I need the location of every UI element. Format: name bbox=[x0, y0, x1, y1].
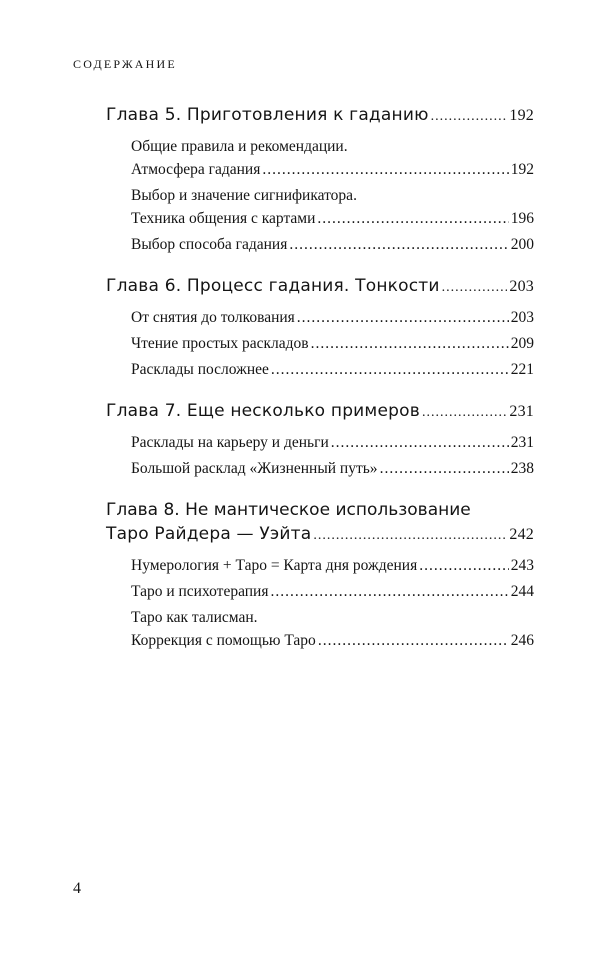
dot-leader bbox=[431, 103, 508, 129]
page-number: 231 bbox=[509, 403, 534, 420]
page-number: 221 bbox=[510, 361, 534, 378]
dot-leader bbox=[311, 332, 509, 355]
dot-leader bbox=[262, 158, 508, 181]
running-head: СОДЕРЖАНИЕ bbox=[73, 57, 177, 71]
entry-title-line: Общие правила и рекомендации. bbox=[131, 138, 348, 155]
chapter-title: Глава 5. Приготовления к гаданию bbox=[106, 105, 429, 125]
chapter-heading[interactable] bbox=[106, 399, 534, 425]
section-list bbox=[106, 431, 534, 480]
page-number: 203 bbox=[510, 309, 534, 326]
toc-entry[interactable] bbox=[131, 332, 534, 355]
page-number: 209 bbox=[510, 335, 534, 352]
chapter-8 bbox=[106, 498, 534, 652]
entry-title: Выбор способа гадания bbox=[131, 236, 288, 253]
dot-leader bbox=[317, 207, 508, 230]
entry-title: Чтение простых раскладов bbox=[131, 335, 309, 352]
chapter-title: Глава 6. Процесс гадания. Тонкости bbox=[106, 276, 440, 296]
dot-leader bbox=[419, 554, 509, 577]
entry-title: От снятия до толкования bbox=[131, 309, 295, 326]
entry-title: Расклады на карьеру и деньги bbox=[131, 434, 329, 451]
toc-entry[interactable] bbox=[131, 554, 534, 577]
chapter-heading[interactable] bbox=[106, 498, 534, 548]
toc-entry[interactable] bbox=[131, 306, 534, 329]
section-list bbox=[106, 135, 534, 256]
toc-entry[interactable] bbox=[131, 184, 534, 230]
dot-leader bbox=[318, 629, 509, 652]
dot-leader bbox=[270, 580, 508, 603]
dot-leader bbox=[297, 306, 509, 329]
dot-leader bbox=[313, 522, 507, 548]
entry-title: Расклады посложнее bbox=[131, 361, 269, 378]
entry-title: Таро и психотерапия bbox=[131, 583, 269, 600]
entry-title: Техника общения с картами bbox=[131, 210, 316, 227]
toc-entry[interactable] bbox=[131, 135, 534, 181]
toc-entry[interactable] bbox=[131, 606, 534, 652]
toc-entry[interactable] bbox=[131, 457, 534, 480]
page-number: 244 bbox=[510, 583, 534, 600]
page-folio: 4 bbox=[73, 880, 81, 897]
page-number: 192 bbox=[510, 161, 534, 178]
dot-leader bbox=[289, 233, 508, 256]
entry-title: Большой расклад «Жизненный путь» bbox=[131, 460, 378, 477]
toc-entry[interactable] bbox=[131, 431, 534, 454]
dot-leader bbox=[442, 274, 508, 300]
toc-entry[interactable] bbox=[131, 233, 534, 256]
chapter-5 bbox=[106, 103, 534, 256]
page-number: 231 bbox=[510, 434, 534, 451]
entry-title-line: Таро как талисман. bbox=[131, 609, 258, 626]
entry-title: Атмосфера гадания bbox=[131, 161, 261, 178]
dot-leader bbox=[380, 457, 509, 480]
page-number: 242 bbox=[509, 526, 534, 543]
page-number: 203 bbox=[509, 278, 534, 295]
chapter-title: Таро Райдера — Уэйта bbox=[106, 524, 312, 544]
chapter-7 bbox=[106, 399, 534, 480]
chapter-title-line: Глава 8. Не мантическое использование bbox=[106, 500, 471, 520]
dot-leader bbox=[271, 358, 509, 381]
section-list bbox=[106, 554, 534, 652]
toc-entry[interactable] bbox=[131, 580, 534, 603]
entry-title: Коррекция с помощью Таро bbox=[131, 632, 316, 649]
chapter-heading[interactable] bbox=[106, 103, 534, 129]
dot-leader bbox=[422, 399, 507, 425]
page-number: 246 bbox=[510, 632, 534, 649]
entry-title-line: Выбор и значение сигнификатора. bbox=[131, 187, 357, 204]
chapter-6 bbox=[106, 274, 534, 381]
page-number: 200 bbox=[510, 236, 534, 253]
page-number: 196 bbox=[510, 210, 534, 227]
chapter-heading[interactable] bbox=[106, 274, 534, 300]
page-number: 243 bbox=[510, 557, 534, 574]
toc-entry[interactable] bbox=[131, 358, 534, 381]
entry-title: Нумерология + Таро = Карта дня рождения bbox=[131, 557, 418, 574]
chapter-title: Глава 7. Еще несколько примеров bbox=[106, 401, 420, 421]
page-number: 238 bbox=[510, 460, 534, 477]
table-of-contents bbox=[106, 103, 534, 670]
page-number: 192 bbox=[509, 107, 534, 124]
section-list bbox=[106, 306, 534, 381]
dot-leader bbox=[331, 431, 509, 454]
